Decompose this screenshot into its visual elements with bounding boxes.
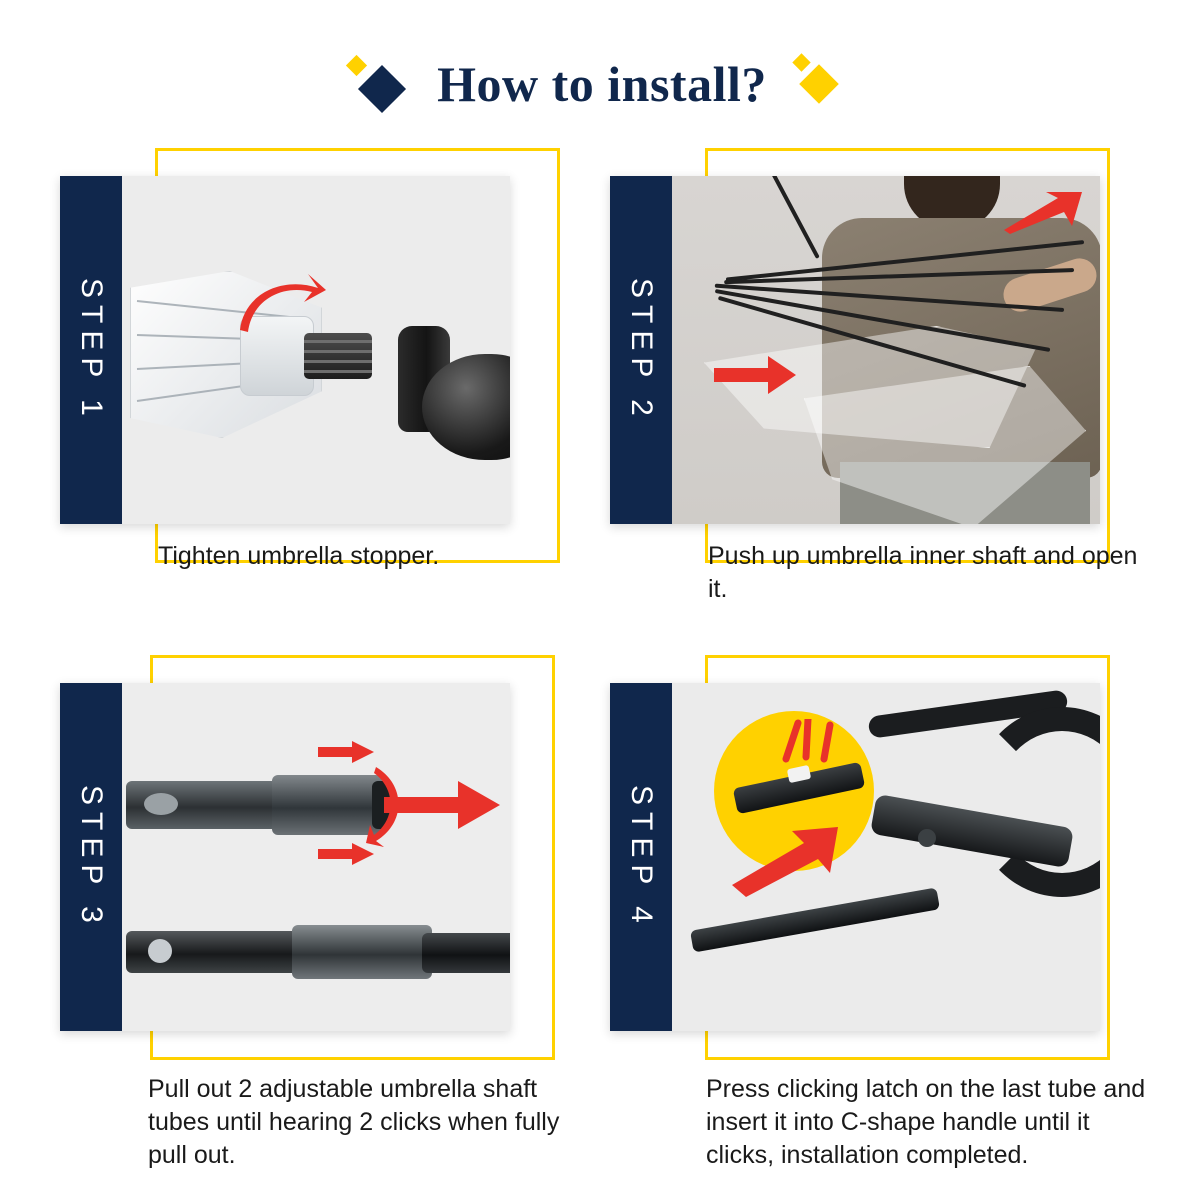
push-up-arrow-icon	[1002, 190, 1084, 234]
insert-arrow-icon	[732, 825, 842, 897]
step-4-label	[610, 683, 672, 1031]
latch-screw-icon	[148, 939, 172, 963]
shaft-tube-lower-mid	[292, 925, 432, 979]
diamond-decoration-left	[349, 54, 411, 114]
step-1-image	[122, 176, 510, 524]
step-2-label	[610, 176, 672, 524]
open-direction-arrow-icon	[712, 354, 798, 396]
step-2-panel	[610, 176, 1100, 524]
step-1-label-text: STEP 1	[75, 277, 108, 423]
step-4-label-text: STEP 4	[625, 784, 658, 930]
step-card-3	[60, 655, 560, 1169]
shaft-tube-lower-right	[422, 933, 510, 973]
step-1-panel	[60, 176, 510, 524]
handle-hole	[918, 829, 936, 847]
rotation-arrow-icon	[234, 272, 326, 342]
step-3-caption: Pull out 2 adjustable umbrella shaft tubes until hearing 2 clicks when fully pull out.	[148, 1075, 560, 1169]
diamond-decoration-right	[793, 54, 851, 114]
page-title: How to install?	[437, 56, 767, 112]
yellow-diamond-small-icon	[792, 53, 810, 71]
step-2-label-text: STEP 2	[625, 277, 658, 423]
step-3-image	[122, 683, 510, 1031]
navy-diamond-icon	[358, 65, 406, 113]
yellow-diamond-icon	[346, 55, 367, 76]
step-3-label-text: STEP 3	[75, 784, 108, 930]
step-4-image	[672, 683, 1100, 1031]
step-1-label	[60, 176, 122, 524]
small-arrow-top-icon	[318, 741, 374, 763]
step-card-2	[610, 148, 1138, 603]
step-2-caption: Push up umbrella inner shaft and open it.	[708, 542, 1138, 603]
step-card-1	[60, 148, 560, 568]
yellow-diamond-big-icon	[799, 64, 839, 104]
step-4-panel	[610, 683, 1100, 1031]
step-3-label	[60, 683, 122, 1031]
step-1-caption: Tighten umbrella stopper.	[158, 542, 440, 570]
step-card-4	[610, 655, 1146, 1169]
tube-button-hole	[144, 793, 178, 815]
click-burst-icon	[780, 719, 836, 763]
twist-arrow-icon	[366, 761, 414, 847]
step-3-panel	[60, 683, 510, 1031]
step-4-caption: Press clicking latch on the last tube and insert it into C-shape handle until it clicks, installation completed.	[706, 1075, 1146, 1169]
page-title-row	[0, 48, 1200, 120]
step-2-image	[672, 176, 1100, 524]
